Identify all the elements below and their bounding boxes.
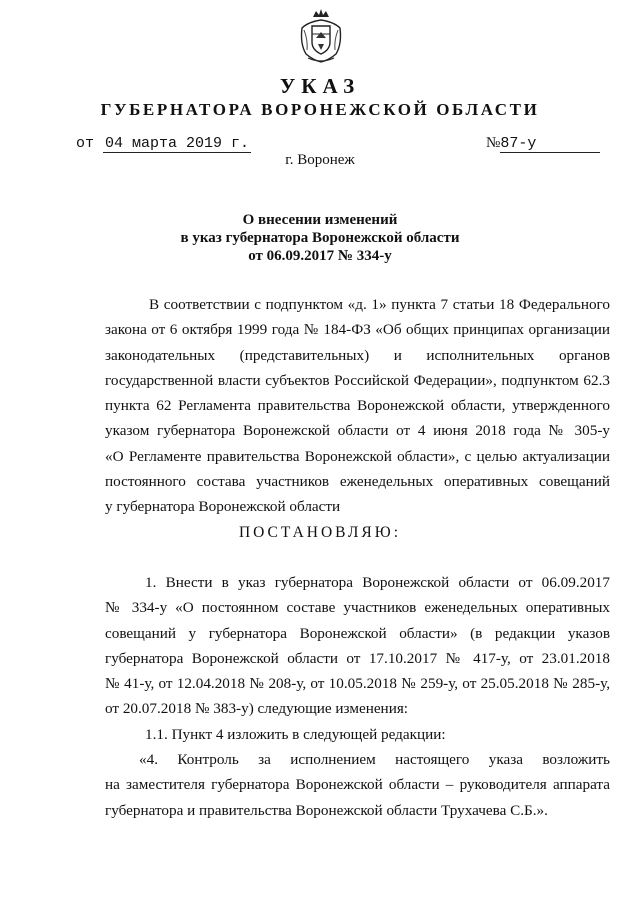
preamble-paragraph (105, 292, 610, 520)
document-subtitle: ГУБЕРНАТОРА ВОРОНЕЖСКОЙ ОБЛАСТИ (100, 100, 540, 119)
coat-of-arms-emblem (298, 8, 344, 64)
subject-line: от 06.09.2017 № 334-у (248, 248, 392, 264)
date-prefix: от (76, 135, 95, 152)
subject-line: О внесении изменений (242, 212, 398, 228)
text-line: указом губернатора Воронежской области от 4 июня 2018 года № 305-у (105, 422, 610, 440)
text-line: В соответствии с подпунктом «д. 1» пункта 7 статьи 18 Федерального (149, 296, 610, 313)
text-line: постоянного состава участников еженедельных оперативных совещаний (105, 473, 610, 491)
number-prefix: № (486, 135, 501, 151)
text-line: совещаний у губернатора Воронежской области» (в редакции указов (105, 624, 610, 642)
item-1-paragraph (105, 570, 610, 823)
date-line (76, 135, 251, 153)
text-line: 1. Внести в указ губернатора Воронежской области от 06.09.2017 (145, 574, 610, 591)
city: г. Воронеж (285, 152, 355, 168)
text-line: «О Регламенте правительства Воронежской области», с целью актуализации (105, 447, 610, 465)
text-line: законодательных (представительных) и исполнительных органов (105, 346, 610, 364)
text-line: государственной власти субъектов Российской Федерации», подпунктом 62.3 (105, 371, 610, 389)
text-line: губернатора и правительства Воронежской области Трухачева С.Б.». (105, 801, 548, 819)
text-line: «4. Контроль за исполнением настоящего указа возложить (139, 751, 610, 769)
text-line: закона от 6 октября 1999 года № 184-ФЗ «Об общих принципах организации (105, 321, 610, 339)
document-title: УКАЗ (279, 74, 361, 98)
decree-word: ПОСТАНОВЛЯЮ: (238, 524, 402, 541)
text-line: у губернатора Воронежской области (105, 498, 341, 516)
text-line: № 41-у, от 12.04.2018 № 208-у, от 10.05.2018 № 259-у, от 25.05.2018 № 285-у, (105, 675, 610, 693)
text-line: на заместителя губернатора Воронежской области – руководителя аппарата (105, 776, 610, 794)
number-value: 87-у (500, 135, 600, 153)
text-line: № 334-у «О постоянном составе участников еженедельных оперативных (105, 599, 610, 617)
text-line: губернатора Воронежской области от 17.10.2017 № 417-у, от 23.01.2018 (105, 649, 610, 667)
text-line: 1.1. Пункт 4 изложить в следующей редакции: (145, 725, 446, 743)
document-subject (0, 211, 640, 265)
document-number (486, 135, 612, 153)
subject-line: в указ губернатора Воронежской области (180, 230, 460, 246)
text-line: пункта 62 Регламента правительства Воронежской области, утвержденного (105, 397, 610, 415)
text-line: от 20.07.2018 № 383-у) следующие изменения: (105, 700, 409, 718)
date-value: 04 марта 2019 г. (105, 135, 250, 152)
